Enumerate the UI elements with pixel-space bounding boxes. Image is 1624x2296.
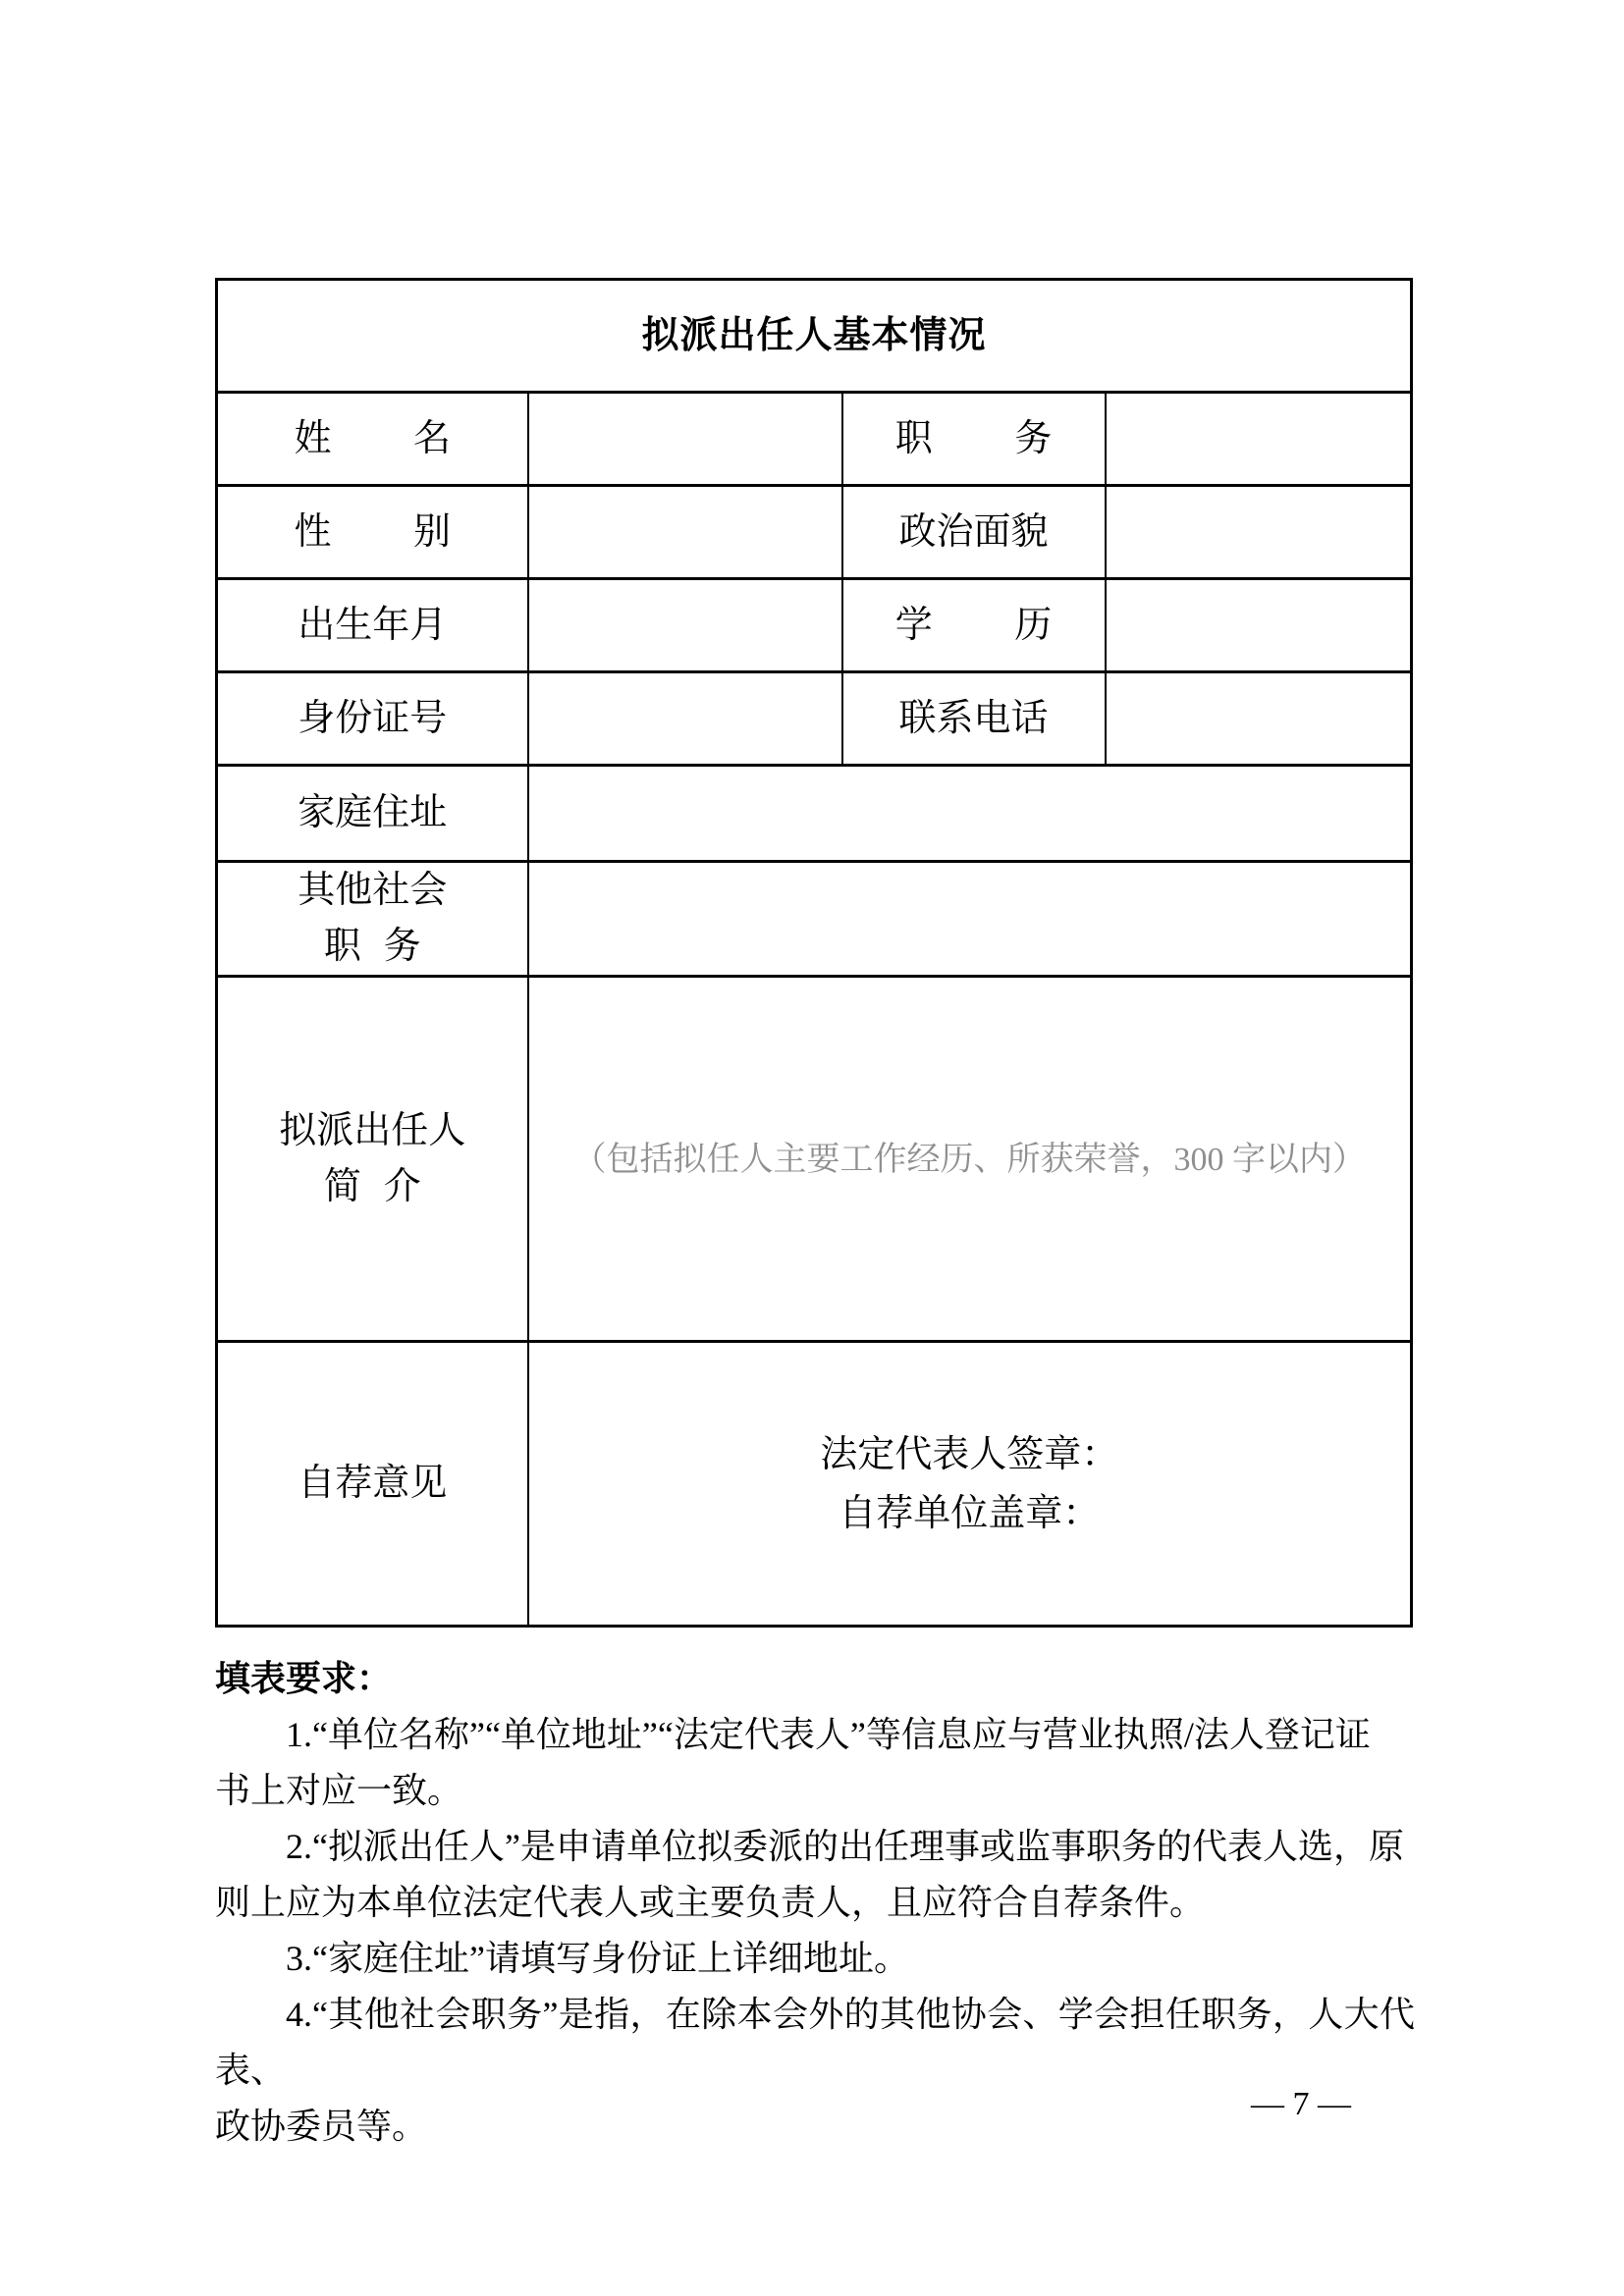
- gender-value-cell: [528, 486, 842, 579]
- education-label-cell: [842, 579, 1106, 672]
- note-line: 政协委员等。: [215, 2107, 428, 2146]
- unit-seal-label: 自荐单位盖章：: [839, 1492, 1101, 1534]
- birth-date-label: 出生年月: [298, 604, 448, 646]
- gender-label-cell: [217, 486, 528, 579]
- home-address-label-cell: [217, 766, 528, 862]
- phone-value-cell: [1106, 672, 1412, 766]
- filling-requirements-heading: 填表要求：: [215, 1659, 393, 1698]
- note-line: 4.“其他社会职务”是指，在除本会外的其他协会、学会担任职务，人大代表、: [215, 1995, 1415, 2090]
- birth-date-value-cell: [528, 579, 842, 672]
- opinion-value-cell: [528, 1342, 1412, 1627]
- education-value-cell: [1106, 579, 1412, 672]
- page-number: — 7 —: [1251, 2086, 1351, 2122]
- phone-label: 联系电话: [898, 697, 1049, 739]
- note-line: 书上对应一致。: [215, 1771, 463, 1810]
- intro-label-cell: [217, 977, 528, 1342]
- other-social-value-cell: [528, 862, 1412, 977]
- note-line: 3.“家庭住址”请填写身份证上详细地址。: [286, 1939, 909, 1978]
- intro-label-line2: 简介: [323, 1165, 421, 1207]
- note-line: 1.“单位名称”“单位地址”“法定代表人”等信息应与营业执照/法人登记证: [286, 1715, 1371, 1754]
- name-value-cell: [528, 393, 842, 486]
- education-label: 学历: [894, 604, 1053, 646]
- filling-requirements: [215, 1651, 1415, 2155]
- intro-label-line1: 拟派出任人: [279, 1109, 466, 1151]
- position-label-cell: [842, 393, 1106, 486]
- intro-value-cell: [528, 977, 1412, 1342]
- intro-placeholder-text: （包括拟任人主要工作经历、所获荣誉，300 字以内）: [572, 1141, 1366, 1178]
- other-social-label-line2: 职务: [323, 926, 421, 967]
- political-status-label: 政治面貌: [898, 510, 1049, 553]
- position-label: 职务: [894, 417, 1053, 459]
- home-address-value-cell: [528, 766, 1412, 862]
- phone-label-cell: [842, 672, 1106, 766]
- political-status-label-cell: [842, 486, 1106, 579]
- note-line: 则上应为本单位法定代表人或主要负责人，且应符合自荐条件。: [215, 1883, 1206, 1922]
- note-line: 2.“拟派出任人”是申请单位拟委派的出任理事或监事职务的代表人选，原: [286, 1827, 1404, 1866]
- legal-representative-sign-label: 法定代表人签章：: [820, 1433, 1119, 1475]
- position-value-cell: [1106, 393, 1412, 486]
- name-label: 姓名: [294, 417, 452, 459]
- gender-label: 性别: [294, 510, 452, 553]
- other-social-label-line1: 其他社会: [298, 870, 448, 911]
- table-title-text: 拟派出任人基本情况: [641, 314, 987, 356]
- id-number-label: 身份证号: [298, 697, 448, 739]
- other-social-label-cell: [217, 862, 528, 977]
- id-number-label-cell: [217, 672, 528, 766]
- appointee-info-table: [215, 278, 1413, 1628]
- name-label-cell: [217, 393, 528, 486]
- home-address-label: 家庭住址: [298, 792, 448, 833]
- political-status-value-cell: [1106, 486, 1412, 579]
- opinion-label: 自荐意见: [298, 1463, 448, 1504]
- opinion-label-cell: [217, 1342, 528, 1627]
- birth-date-label-cell: [217, 579, 528, 672]
- table-title: [217, 280, 1412, 393]
- id-number-value-cell: [528, 672, 842, 766]
